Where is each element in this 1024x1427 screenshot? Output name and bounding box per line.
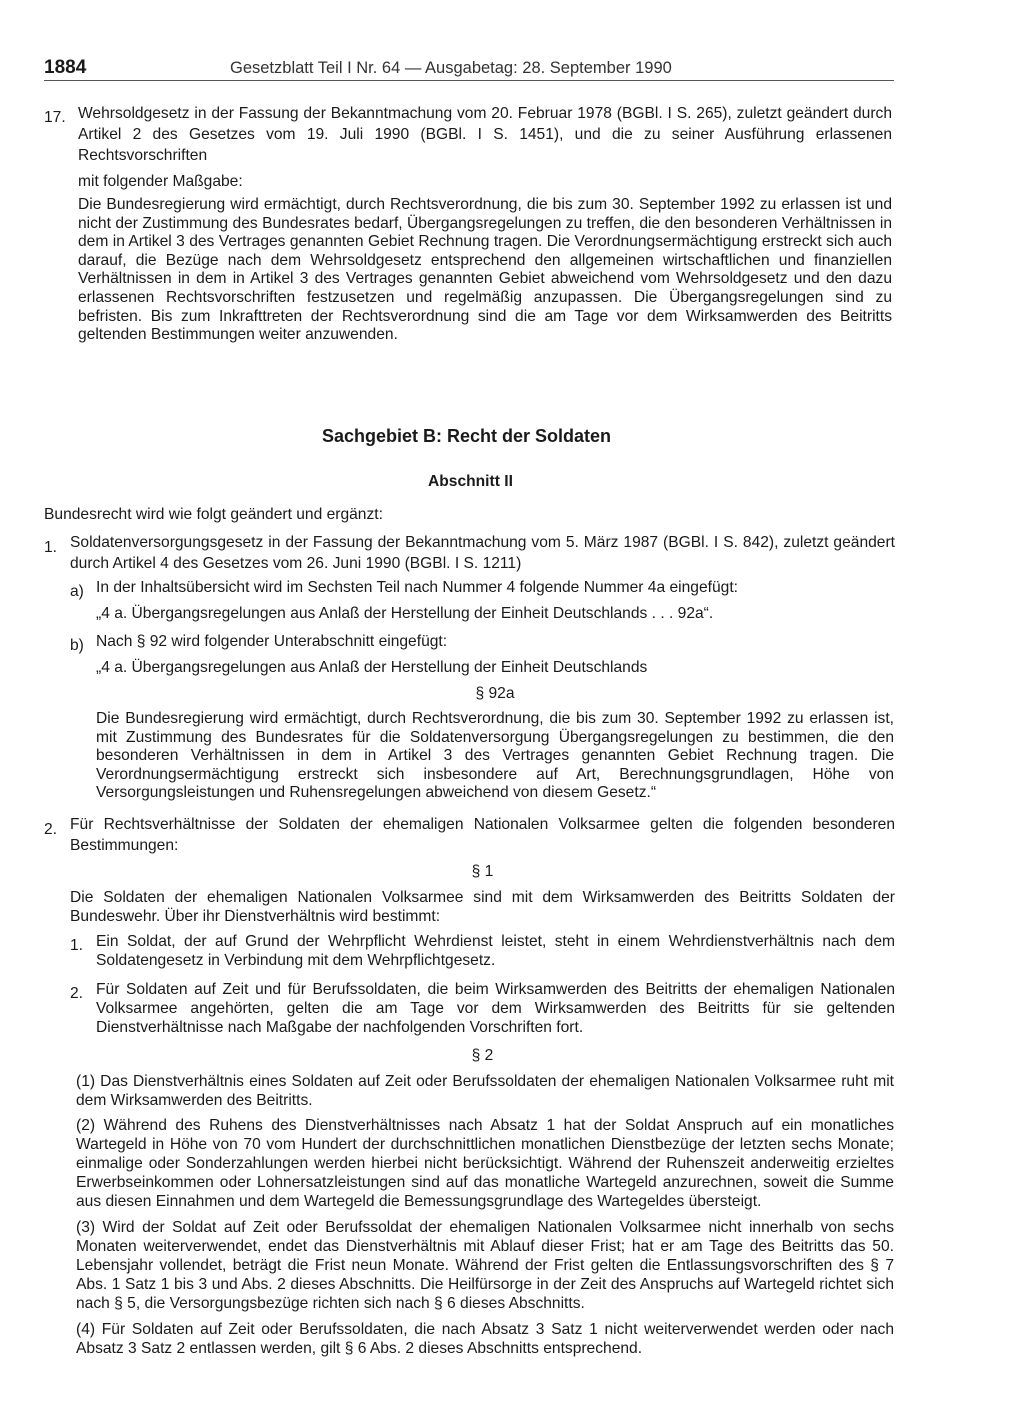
p1-point-1: Ein Soldat, der auf Grund der Wehrpflicht Wehrdienst leistet, steht in einem Wehrdienstverhältnis nach dem Soldatengesetz in Verbindung mit dem Wehrpflichtgesetz. xyxy=(96,933,895,969)
item-17-text: Wehrsoldgesetz in der Fassung der Bekanntmachung vom 20. Februar 1978 (BGBl. I S. 265), zuletzt geändert durch Artikel 2 des Gesetzes vom 19. Juli 1990 (BGBl. I S. 1451), und die zu seiner Ausführung erlassenen Rechtsvorschriften xyxy=(78,105,892,164)
p1-intro: Die Soldaten der ehemaligen Nationalen Volksarmee sind mit dem Wirksamwerden des Beitritts Soldaten der Bundeswehr. Über ihr Dienstverhältnis wird bestimmt: xyxy=(70,889,895,925)
gazette-title: Gesetzblatt Teil I Nr. 64 — Ausgabetag: 28. September 1990 xyxy=(230,59,672,77)
item-label: 1. xyxy=(70,937,84,954)
paragraph-heading: § 92a xyxy=(475,685,515,702)
item-label: a) xyxy=(70,583,84,600)
p2-absatz-4: (4) Für Soldaten auf Zeit oder Berufssoldaten, die nach Absatz 3 Satz 1 nicht weiterverwendet werden oder nach Absatz 3 Satz 2 entlassen werden, gilt § 6 Abs. 2 dieses Abschnitts entsprechend. xyxy=(76,1321,894,1357)
item-label: b) xyxy=(70,637,84,654)
page-number: 1884 xyxy=(44,57,87,78)
p1-point-2: Für Soldaten auf Zeit und für Berufssoldaten, die beim Wirksamwerden des Beitritts der ehemaligen Nationalen Volksarmee angehörten, gelten die am Tage vor dem Wirksamwerden des Beitritts für sie geltenden Dienstverhältnisse nach Maßgabe der nachfolgenden Vorschriften fort. xyxy=(96,981,895,1036)
section-intro: Bundesrecht wird wie folgt geändert und ergänzt: xyxy=(44,506,383,523)
p2-absatz-3: (3) Wird der Soldat auf Zeit oder Berufssoldat der ehemaligen Nationalen Volksarmee nicht innerhalb von sechs Monaten weiterverwendet, endet das Dienstverhältnis mit Ablauf dieser Frist; hat er am Tage des Beitritts das 50. Lebensjahr vollendet, beträgt die Frist neun Monate. Während der Frist gelten die Entlassungsvorschriften des § 7 Abs. 1 Satz 1 bis 3 und Abs. 2 dieses Abschnitts. Die Heilfürsorge in der Zeit des Anspruchs auf Wartegeld richtet sich nach § 5, die Versorgungsbezüge richten sich nach § 6 dieses Abschnitts. xyxy=(76,1219,894,1312)
section-subtitle: Abschnitt II xyxy=(428,473,513,490)
p2-absatz-2: (2) Während des Ruhens des Dienstverhältnisses nach Absatz 1 hat der Soldat Anspruch auf ein monatliches Wartegeld in Höhe von 70 vom Hundert der durchschnittlichen monatlichen Dienstbezüge der letzten sechs Monate; einmalige oder Sonderzahlungen werden hierbei nicht berücksichtigt. Während der Ruhenszeit anderweitig erzieltes Erwerbseinkommen oder Lohnersatzleistungen sind auf das monatliche Wartegeld anzurechnen, soweit die Summe aus diesen Einnahmen und dem Wartegeld die Bemessungsgrundlage des Wartegeldes übersteigt. xyxy=(76,1117,894,1210)
item-1a-quote: „4 a. Übergangsregelungen aus Anlaß der Herstellung der Einheit Deutschlands . . . 92a“. xyxy=(96,605,714,622)
item-1a-text: In der Inhaltsübersicht wird im Sechsten Teil nach Nummer 4 folgende Nummer 4a eingefügt: xyxy=(96,579,738,596)
item-1b-text: Nach § 92 wird folgender Unterabschnitt eingefügt: xyxy=(96,633,448,650)
item-17-proviso: mit folgender Maßgabe: xyxy=(78,173,243,190)
paragraph-heading: § 1 xyxy=(471,863,494,880)
paragraph-heading: § 2 xyxy=(471,1047,494,1064)
section-title: Sachgebiet B: Recht der Soldaten xyxy=(322,426,612,446)
item-17-body: Die Bundesregierung wird ermächtigt, durch Rechtsverordnung, die bis zum 30. September 1992 zu erlassen ist und nicht der Zustimmung des Bundesrates bedarf, Übergangsregelungen zu treffen, die den besonderen Verhältnissen in dem in Artikel 3 des Vertrages genannten Gebiet Rechnung tragen. Die Verordnungsermächtigung erstreckt sich auch darauf, die Bezüge nach dem Wehrsoldgesetz entsprechend den allgemeinen wirtschaftlichen und finanziellen Verhältnissen in dem in Artikel 3 des Vertrages genannten Gebiet abweichend vom Wehrsoldgesetz und den dazu erlassenen Rechtsvorschriften festzusetzen und regelmäßig anzupassen. Die Übergangsregelungen sind zu befristen. Bis zum Inkrafttreten der Rechtsverordnung sind die am Tage vor dem Wirksamwerden des Beitritts geltenden Bestimmungen weiter anzuwenden. xyxy=(78,196,892,344)
item-1-text: Soldatenversorgungsgesetz in der Fassung der Bekanntmachung vom 5. März 1987 (BGBl. I S. 842), zuletzt geändert durch Artikel 4 des Gesetzes vom 26. Juni 1990 (BGBl. I S. 1211) xyxy=(70,534,895,572)
item-number: 1. xyxy=(44,539,58,556)
item-number: 17. xyxy=(44,109,66,126)
item-1b-quote: „4 a. Übergangsregelungen aus Anlaß der Herstellung der Einheit Deutschlands xyxy=(96,659,648,676)
item-1b-body: Die Bundesregierung wird ermächtigt, durch Rechtsverordnung, die bis zum 30. September 1992 zu erlassen ist, mit Zustimmung des Bundesrates für die Soldatenversorgung Übergangsregelungen zu bestimmen, die den besonderen Verhältnissen in dem in Artikel 3 des Vertrages genannten Gebiet Rechnung tragen. Die Verordnungsermächtigung erstreckt sich insbesondere auf Art, Berechnungsgrundlagen, Höhe von Versorgungsleistungen und Ruhensregelungen abweichend von diesem Gesetz.“ xyxy=(96,710,894,802)
item-label: 2. xyxy=(70,985,84,1002)
item-2-text: Für Rechtsverhältnisse der Soldaten der ehemaligen Nationalen Volksarmee gelten die folgenden besonderen Bestimmungen: xyxy=(70,816,895,854)
p2-absatz-1: (1) Das Dienstverhältnis eines Soldaten auf Zeit oder Berufssoldaten der ehemaligen Nationalen Volksarmee ruht mit dem Wirksamwerden des Beitritts. xyxy=(76,1073,894,1109)
page-header xyxy=(44,52,894,81)
item-number: 2. xyxy=(44,821,58,838)
